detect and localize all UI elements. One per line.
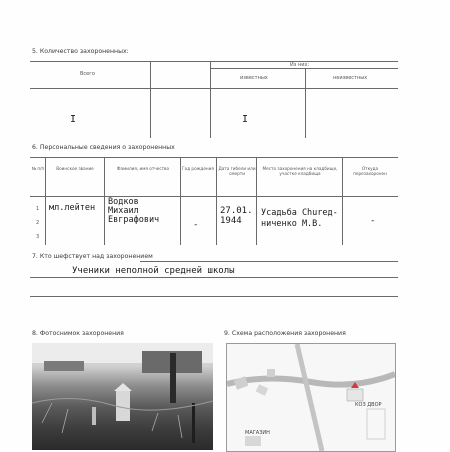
header-num: № п/п [31, 166, 45, 171]
table6-col-line [256, 157, 257, 245]
sponsor-value: Ученики неполной средней школы [72, 266, 235, 276]
col-unknown-header: неизвестных [333, 75, 368, 81]
header-rank: Воинское звание [56, 166, 94, 171]
entry-name-line1: Водков [108, 197, 139, 207]
header-place: Место захоронения на кладбище, участке кладбища [262, 166, 338, 176]
grave-photo [32, 343, 213, 450]
section7-line [140, 261, 398, 262]
map-label-shop: МАГАЗИН [245, 430, 270, 436]
col-total-header: Всего [80, 71, 95, 77]
section7-line [30, 296, 398, 297]
col-known-header: известных [240, 75, 268, 81]
header-name: Фамилия, имя отчество [116, 166, 170, 171]
table5-top-line [30, 61, 398, 62]
entry-birth: - [193, 220, 199, 230]
col-including-header: Из них: [290, 62, 310, 68]
total-value: I [70, 114, 77, 125]
header-birth: Год рождения [182, 166, 214, 171]
table5-col-line [305, 68, 306, 138]
entry-place-line2: ниченко М.В. [261, 219, 323, 229]
section5-title: 5. Количество захороненных: [32, 48, 129, 55]
table6-col-line [216, 157, 217, 245]
table6-col-line [180, 157, 181, 245]
table6-col-line [104, 157, 105, 245]
entry-death-line2: 1944 [220, 216, 242, 226]
table5-col-line [210, 61, 211, 138]
section7-line [30, 277, 398, 278]
entry-name-line3: Евграфович [108, 215, 160, 225]
section9-title: 9. Схема расположения захоронения [224, 330, 346, 337]
table5-header-line [30, 88, 398, 89]
entry-rank: мл.лейтен [49, 203, 96, 213]
entry-place-line1: Усадьба Churед- [261, 208, 338, 218]
section6-title: 6. Персональные сведения о захороненных [32, 144, 175, 151]
entry-origin: - [370, 216, 376, 226]
table6-col-line [342, 157, 343, 245]
location-sketch-map [226, 343, 396, 452]
entry-name-line2: Михаил [108, 206, 139, 216]
row-number: 1 [36, 206, 40, 212]
header-origin: Откуда перезахоронен [353, 166, 387, 176]
section7-title: 7. Кто шефствует над захоронением [32, 253, 153, 260]
table5-col-line [150, 61, 151, 138]
map-label-yard: КОЗ ДВОР [355, 402, 382, 408]
known-value: I [242, 114, 249, 125]
table6-col-line [45, 157, 46, 245]
section8-title: 8. Фотоснимок захоронения [32, 330, 124, 337]
row-number: 3 [36, 234, 40, 240]
row-number: 2 [36, 220, 40, 226]
entry-death-line1: 27.01. [220, 206, 253, 216]
table5-mid-line [210, 68, 398, 69]
header-death: Дата гибели или смерти [218, 166, 256, 176]
grave-photo-image [32, 343, 213, 450]
